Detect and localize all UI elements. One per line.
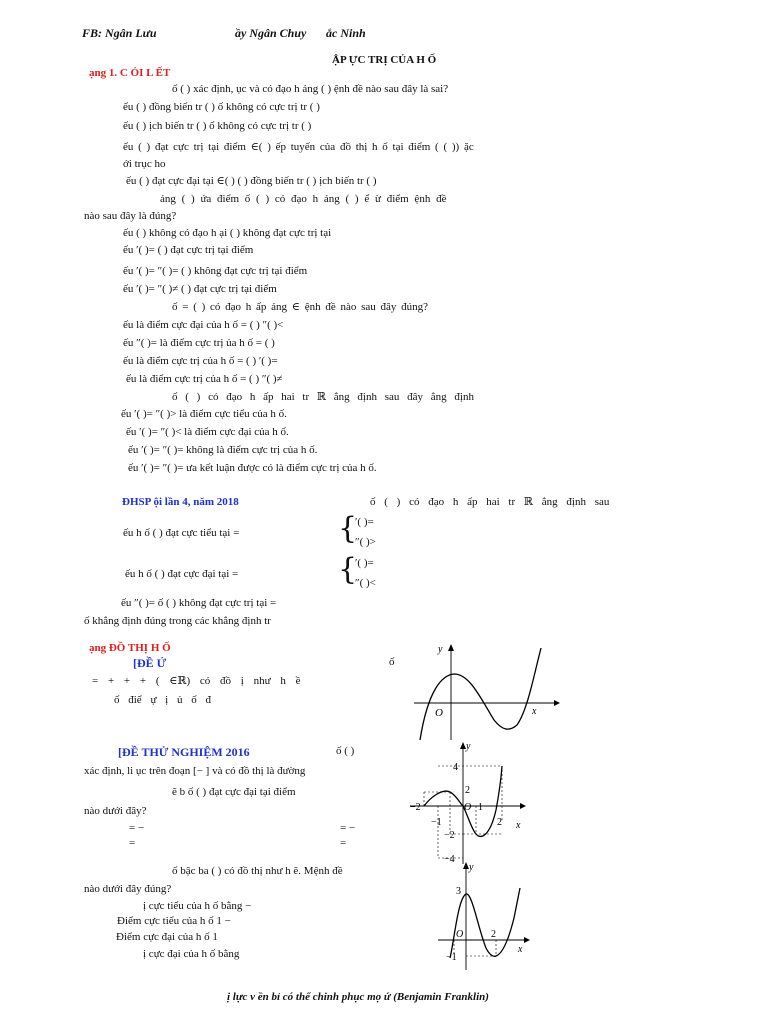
- dhsp-tag: ĐHSP ội lần 4, năm 2018: [122, 496, 239, 508]
- q4-stem: ố ( ) có đạo h ấp hai tr ℝ ẳng định sau đây ẳng định: [172, 391, 474, 403]
- q3-opt-a: ếu là điểm cực đại của h ố = ( ) ″( )<: [123, 319, 284, 331]
- section2-line1: ố: [389, 656, 395, 668]
- graph3-tick-3: 3: [456, 886, 461, 897]
- q-bac-ba-opt-b: Điểm cực tiểu của h ố 1 −: [117, 915, 231, 927]
- q-thu-nghiem-l3: ẽ b ố ( ) đạt cực đại tại điểm: [172, 786, 296, 798]
- q1-opt-c-cont: ới trục ho: [123, 158, 166, 170]
- q-bac-ba-opt-c: Điểm cực đại của h ố 1: [116, 931, 218, 943]
- q3-opt-b: ếu ″( )= là điểm cực trị ủa h ố = ( ): [123, 337, 275, 349]
- q-thu-nghiem-opt-b: = −: [340, 822, 356, 834]
- graph2-tick-4: 4: [453, 762, 458, 773]
- teacher-name: ầy Ngân Chuy: [235, 26, 307, 40]
- graph2-tick-m2y: −2: [444, 830, 455, 841]
- q-thu-nghiem-l1: ố ( ): [336, 745, 355, 757]
- q1-opt-c: ếu ( ) đạt cực trị tại điểm ∈( ) ếp tuyến của đồ thị h ố tại điểm ( ( )) ặc: [123, 141, 474, 153]
- section1-heading: ạng 1. C ỎI L ẾT: [89, 67, 171, 79]
- q-thu-nghiem-opt-a: = −: [129, 822, 145, 834]
- graph2-y-label: y: [466, 741, 471, 752]
- q-bac-ba-l1: ố bậc ba ( ) có đồ thị như h ẽ. Mệnh đề: [172, 865, 343, 877]
- q2-opt-d: ếu ′( )= ″( )≠ ( ) đạt cực trị tại điểm: [123, 283, 277, 295]
- graph1-y-label: y: [438, 644, 443, 655]
- q3-opt-c: ếu là điểm cực trị của h ố = ( ) ′( )=: [123, 355, 278, 367]
- dhsp-question: ố khẳng định đúng trong các khẳng định tr: [84, 615, 271, 627]
- fb-label: FB: Ngân Lưu: [82, 26, 157, 40]
- dhsp-intro: ố ( ) có đạo h ấp hai tr ℝ ẳng định sau: [370, 496, 610, 508]
- graph3-y-label: y: [469, 862, 474, 873]
- q2-opt-b: ếu ′( )= ( ) đạt cực trị tại điểm: [123, 244, 254, 256]
- cubic-graph-1: [414, 640, 560, 740]
- cubic-graph-3: [436, 858, 532, 970]
- graph3-origin: O: [456, 929, 464, 940]
- q-bac-ba-opt-a: ị cực tiểu của h ố bằng −: [143, 900, 252, 912]
- system-brace-a: {: [338, 511, 358, 546]
- graph1-x-label: x: [532, 706, 537, 717]
- q-bac-ba-opt-d: ị cực đại của h ố bằng: [143, 948, 240, 960]
- q-thu-nghiem-opt-d: =: [340, 837, 347, 849]
- graph3-tick-m1: −1: [446, 952, 457, 963]
- section2-line2: = + + + ( ∈ℝ) có đồ ị như h ề: [92, 675, 301, 687]
- graph2-tick-m4: −4: [444, 854, 455, 864]
- dhsp-statement-b: ếu h ố ( ) đạt cực đại tại =: [125, 568, 239, 580]
- q-thu-nghiem-tag: [ĐỀ THỬ NGHIỆM 2016: [118, 745, 250, 759]
- q2-opt-a: ếu ( ) không có đạo h ại ( ) không đạt cực trị tại: [123, 227, 332, 239]
- dhsp-statement-c: ếu ″( )= ố ( ) không đạt cực trị tại =: [121, 597, 277, 609]
- q4-opt-3: ếu ′( )= ″( )= không là điểm cực trị của h ố.: [128, 444, 318, 456]
- q2-opt-c: ếu ′( )= ″( )= ( ) không đạt cực trị tại điểm: [123, 265, 308, 277]
- q1-opt-a: ếu ( ) đồng biến tr ( ) ố không có cực trị tr ( ): [123, 101, 320, 113]
- q-thu-nghiem-opt-c: =: [129, 837, 136, 849]
- graph2-tick-2: 2: [465, 785, 470, 796]
- graph2-origin: O: [464, 802, 472, 813]
- dhsp-statement-a: ếu h ố ( ) đạt cực tiểu tại =: [123, 527, 240, 539]
- dhsp-b-cond2: ″( )<: [355, 577, 376, 589]
- footer-quote: ị lực v ền bỉ có thể chinh phục mọ ứ (Benjamin Franklin): [227, 991, 489, 1003]
- cubic-graph-2: [408, 740, 530, 864]
- dhsp-b-cond1: ′( )=: [355, 557, 374, 569]
- graph1-origin: O: [435, 707, 443, 719]
- province: ắc Ninh: [326, 26, 366, 40]
- q1-stem: ố ( ) xác định, ục và có đạo h ảng ( ) ệnh đề nào sau đây là sai?: [172, 83, 449, 95]
- graph3-tick-2: 2: [491, 929, 496, 940]
- graph2-tick-m2: −2: [410, 802, 421, 813]
- q-thu-nghiem-l4: nào dưới đây?: [84, 805, 147, 817]
- dhsp-a-cond1: ′( )=: [355, 516, 374, 528]
- q2-stem: ảng ( ) ứa điểm ố ( ) có đạo h ảng ( ) ể ừ điểm ệnh đề: [160, 193, 447, 205]
- q1-opt-b: ếu ( ) ịch biến tr ( ) ố không có cực trị tr ( ): [123, 120, 312, 132]
- graph2-tick-m1: −1: [431, 817, 442, 828]
- graph2-tick-2x: 2: [497, 817, 502, 828]
- section2-line3: ố điể ự ị ủ ố đ: [114, 694, 211, 706]
- system-brace-b: {: [338, 552, 358, 587]
- graph2-tick-1: 1: [478, 802, 483, 813]
- q-thu-nghiem-l2: xác định, li ục trên đoạn [− ] và có đồ thị là đường: [84, 765, 306, 777]
- section2-de-tag: [ĐỀ Ứ: [133, 656, 167, 670]
- q4-opt-2: ếu ′( )= ″( )< là điểm cực đại của h ố.: [126, 426, 289, 438]
- q3-stem: ố = ( ) có đạo h ấp ảng ∈ ệnh đề nào sau đây đúng?: [172, 301, 429, 313]
- q2-stem-cont: nào sau đây là đúng?: [84, 210, 177, 222]
- q-bac-ba-l2: nào dưới đây đúng?: [84, 883, 172, 895]
- q4-opt-1: ếu ′( )= ″( )> là điểm cực tiểu của h ố.: [121, 408, 287, 420]
- page-title: ẬP ỰC TRỊ CỦA H Ố: [332, 54, 437, 66]
- dhsp-a-cond2: ″( )>: [355, 536, 376, 548]
- q4-opt-4: ếu ′( )= ″( )= ưa kết luận được có là điểm cực trị của h ố.: [128, 462, 377, 474]
- q3-opt-d: ếu là điểm cực trị của h ố = ( ) ″( )≠: [126, 373, 283, 385]
- graph2-x-label: x: [516, 820, 521, 831]
- q1-opt-d: ếu ( ) đạt cực đại tại ∈( ) ( ) đồng biến tr ( ) ịch biến tr ( ): [126, 175, 377, 187]
- section2-heading: ạng ĐỒ THỊ H Ố: [89, 642, 171, 654]
- graph3-x-label: x: [518, 944, 523, 955]
